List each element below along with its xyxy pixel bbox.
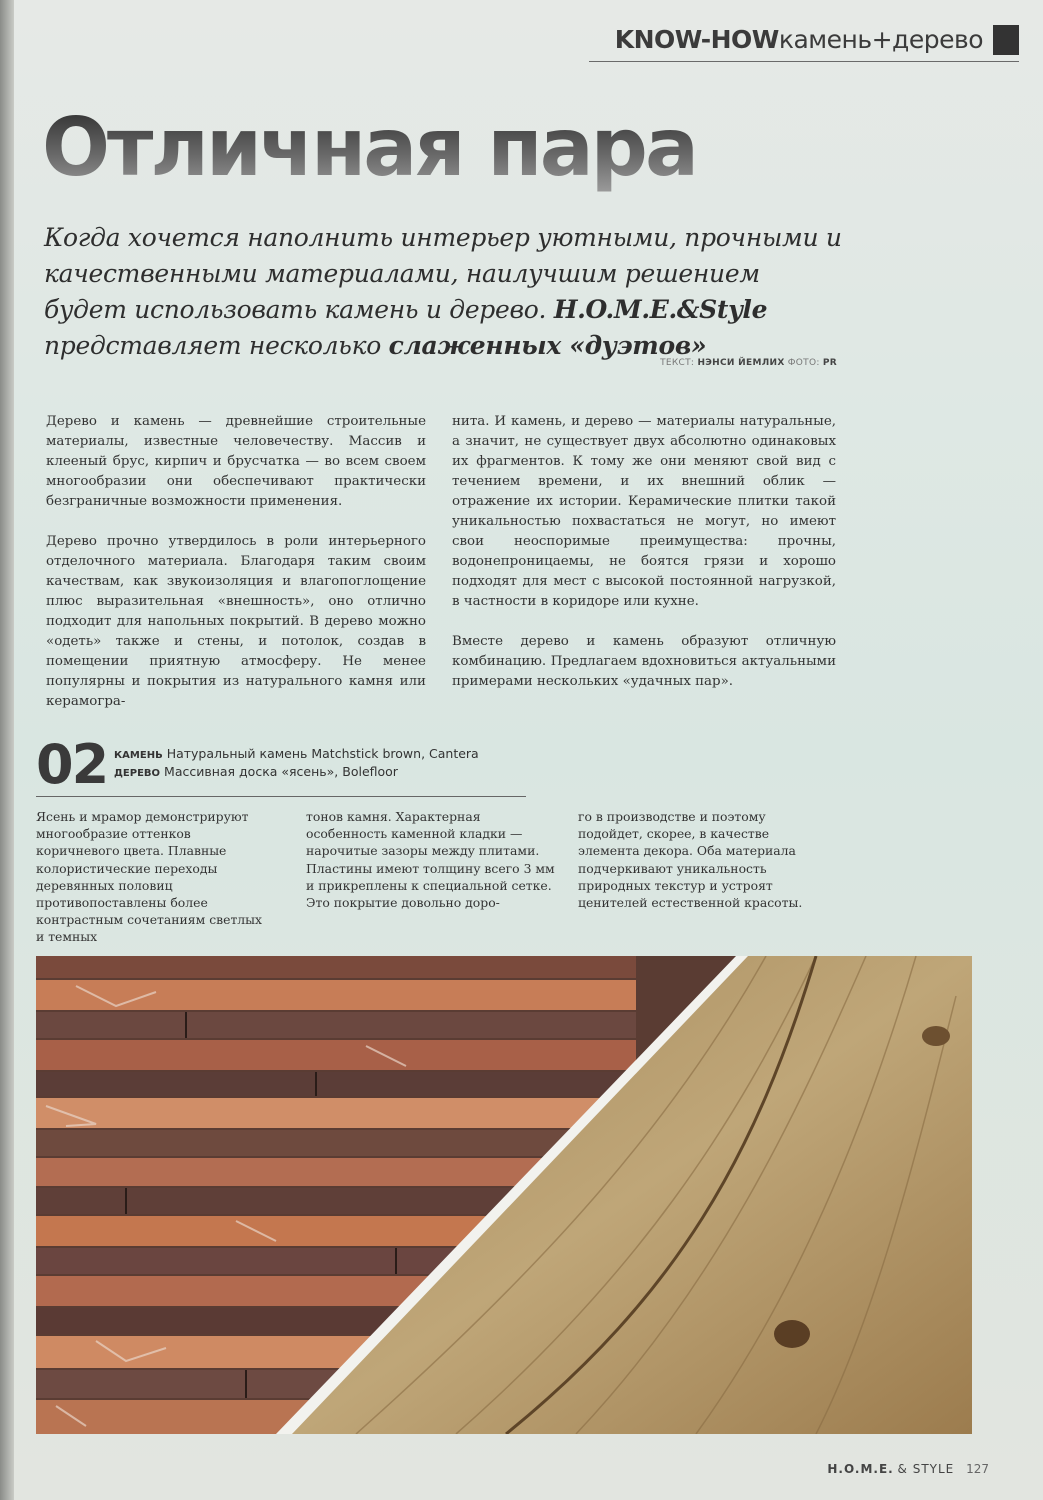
page-number: 127 <box>966 1462 989 1476</box>
material-wood <box>114 764 479 782</box>
header-kicker-topic: камень+дерево <box>778 25 983 54</box>
stone-value: Натуральный камень Matchstick brown, Cantera <box>166 746 479 761</box>
lead-brand: H.O.M.E.&Style <box>553 295 768 324</box>
body-paragraph: Дерево прочно утвердилось в роли интерьерного отделочного материала. Благодаря таким своим качествам, как звукоизоляция и влагопоглощение плюс выразительная «внешность», оно отлично подходит для напольных покрытий. В дерево можно «одеть» также и стены, и потолок, создав в помещении приятную атмосферу. Не менее популярны и покрытия из натурального камня или керамогра- <box>46 534 426 709</box>
section-divider <box>36 796 526 797</box>
wood-knot <box>922 1026 950 1046</box>
section-number: 02 <box>36 733 108 796</box>
section-column-3: го в производстве и поэтому подойдет, скорее, в качестве элемента декора. Оба материала подчеркивают уникальность природных текстур и устроят ценителей естественной красоты. <box>578 809 803 911</box>
body-paragraph: Вместе дерево и камень образуют отличную комбинацию. Предлагаем вдохновиться актуальными примерами нескольких «удачных пар». <box>452 634 836 689</box>
footer-style: & STYLE <box>897 1462 955 1476</box>
header-square-icon <box>993 25 1019 55</box>
credit-photo-label: ФОТО: <box>787 358 820 368</box>
lead-text-2: представляет несколько <box>44 331 389 360</box>
section-header <box>589 18 1019 62</box>
header-kicker-bold: KNOW-HOW <box>614 25 779 54</box>
stone-label: КАМЕНЬ <box>114 750 163 761</box>
article-title: Отличная пара <box>42 104 842 192</box>
article-credit <box>660 358 837 368</box>
photo-illustration <box>36 956 972 1434</box>
article-lead <box>44 220 844 364</box>
credit-photo: PR <box>822 358 837 368</box>
credit-text-label: ТЕКСТ: <box>660 358 695 368</box>
body-column-1 <box>46 412 426 732</box>
materials-list <box>114 746 479 782</box>
footer-brand: H.O.M.E. <box>827 1462 894 1476</box>
wood-knot <box>774 1320 810 1348</box>
body-paragraph: Дерево и камень — древнейшие строительные материалы, известные человечеству. Массив и клееный брус, кирпич и брусчатка — во всем своем многообразии они обеспечивают практически безграничные возможности применения. <box>46 414 426 509</box>
stone-wood-photo <box>36 956 972 1434</box>
lead-text-1: Когда хочется наполнить интерьер уютными, прочными и качественными материалами, наилучшим решением будет использовать камень и дерево. <box>44 223 842 324</box>
body-column-2 <box>452 412 836 712</box>
wood-label: ДЕРЕВО <box>114 768 161 779</box>
section-column-1: Ясень и мрамор демонстрируют многообразие оттенков коричневого цвета. Плавные колористические переходы деревянных половиц противопоставлены более контрастным сочетаниям светлых и темных <box>36 809 263 945</box>
section-column-2: тонов камня. Характерная особенность каменной кладки — нарочитые зазоры между плитами. Пластины имеют толщину всего 3 мм и прикреплены к специальной сетке. Это покрытие довольно доро- <box>306 809 555 911</box>
credit-author: НЭНСИ ЙЕМЛИХ <box>697 358 785 368</box>
page-spine-shadow <box>0 0 14 1500</box>
page-footer <box>827 1462 989 1476</box>
wood-value: Массивная доска «ясень», Bolefloor <box>164 764 398 779</box>
body-paragraph: нита. И камень, и дерево — материалы натуральные, а значит, не существует двух абсолютно одинаковых их фрагментов. К тому же они меняют свой вид с течением времени, и их внешний облик — отражение их истории. Керамические плитки такой уникальностью похвастаться не могут, но имеют свои неоспоримые преимущества: прочны, водонепроницаемы, не боятся грязи и хорошо подходят для мест с высокой постоянной нагрузкой, в частности в коридоре или кухне. <box>452 414 836 609</box>
material-stone <box>114 746 479 764</box>
lead-bold: слаженных «дуэтов» <box>388 331 707 360</box>
